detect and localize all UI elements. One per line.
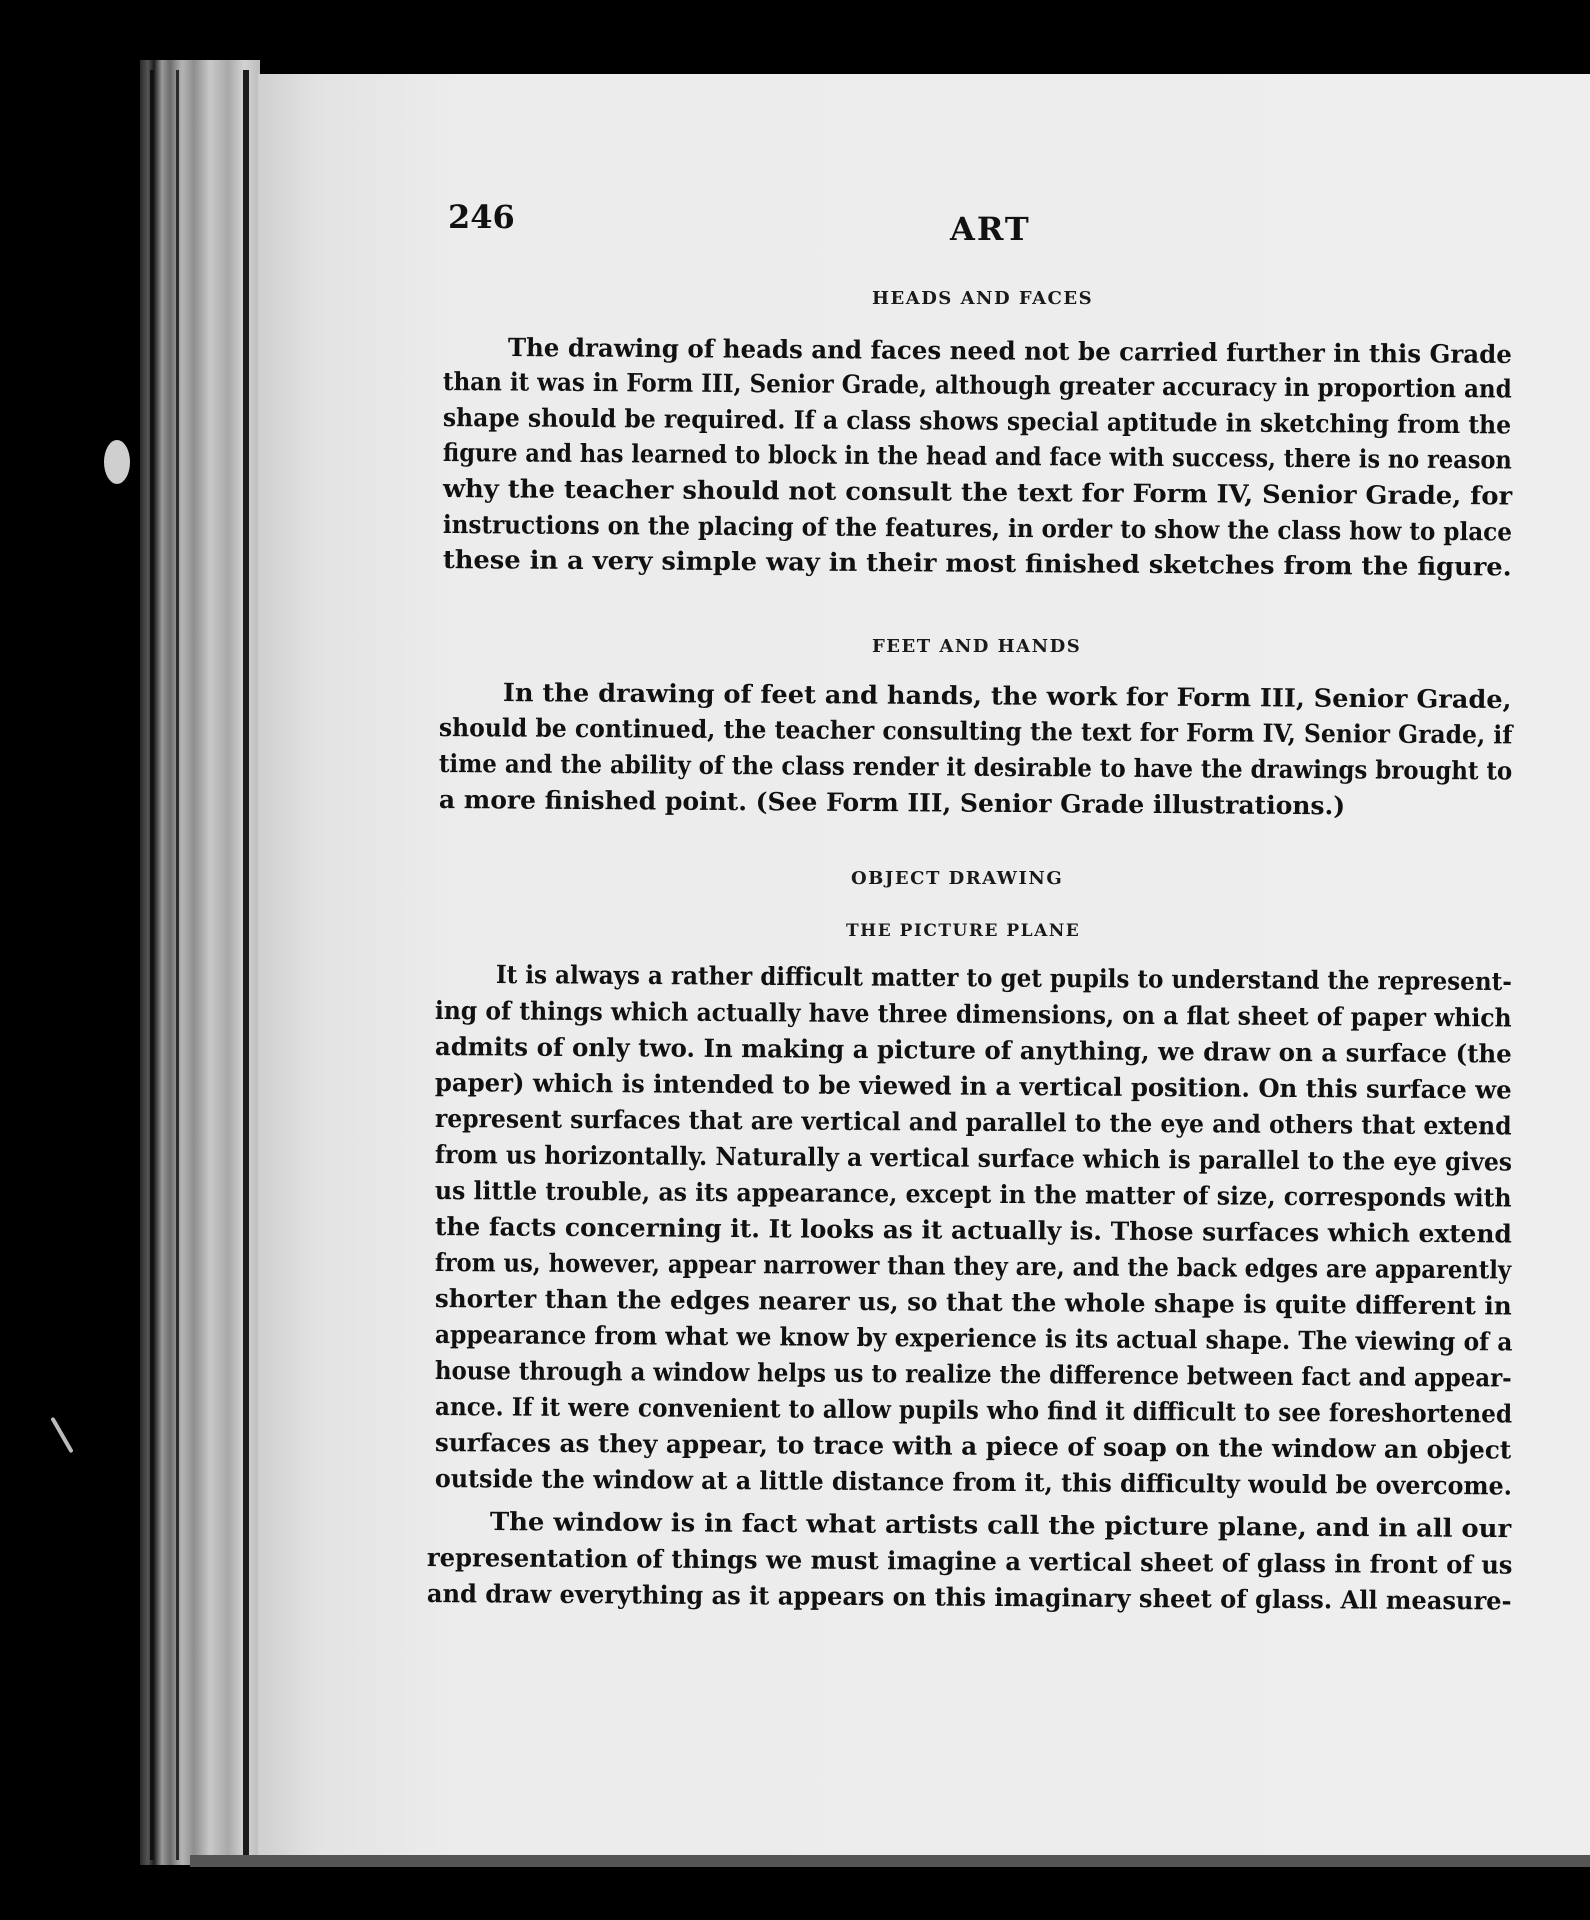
text-line: The window is in fact what artists call the picture plane, and in all our [489,1507,1512,1544]
text-line: The drawing of heads and faces need not be carried further in this Grade [507,333,1512,370]
text-line: shorter than the edges nearer us, so that the whole shape is quite different in [434,1284,1512,1321]
text-line: instructions on the placing of the features, in order to show the class how to place [442,510,1513,547]
page-number: 246 [448,198,515,236]
text-line: represent surfaces that are vertical and parallel to the eye and others that extend [434,1104,1512,1141]
section-heading: HEADS AND FACES [872,288,1094,309]
text-line: It is always a rather difficult matter to get pupils to understand the represent- [495,960,1512,997]
text-line: ing of things which actually have three dimensions, on a flat sheet of paper which [434,996,1512,1033]
text-line: outside the window at a little distance from it, this difficulty would be overcome. [434,1464,1513,1501]
spine-line [243,70,249,1860]
section-heading: FEET AND HANDS [872,636,1082,657]
text-line: appearance from what we know by experience is its actual shape. The viewing of a [434,1320,1513,1357]
text-line: In the drawing of feet and hands, the work for Form III, Senior Grade, [502,678,1512,715]
text-line: from us horizontally. Naturally a vertical surface which is parallel to the eye gives [434,1140,1513,1177]
book-binding [140,60,260,1865]
text-line: ance. If it were convenient to allow pupils who find it difficult to see foreshortened [434,1392,1513,1429]
spine-line [176,70,179,1860]
spine-line [150,70,154,1860]
text-line: figure and has learned to block in the head and face with success, there is no reason [442,438,1512,475]
text-line: paper) which is intended to be viewed in a vertical position. On this surface we [434,1068,1512,1105]
text-line: representation of things we must imagine a vertical sheet of glass in front of us [426,1543,1513,1580]
text-line: a more finished point. (See Form III, Senior Grade illustrations.) [438,785,1346,821]
text-line: surfaces as they appear, to trace with a piece of soap on the window an object [434,1428,1512,1465]
text-line: these in a very simple way in their most finished sketches from the figure. [442,545,1512,582]
scan-speck [104,440,130,484]
running-title: ART [950,210,1031,248]
text-line: why the teacher should not consult the text for Form IV, Senior Grade, for [442,474,1513,511]
scan-speck [50,1417,73,1454]
text-line: and draw everything as it appears on this imaginary sheet of glass. All measure- [426,1579,1512,1616]
section-subheading: THE PICTURE PLANE [846,921,1081,941]
text-line: should be continued, the teacher consulting the text for Form IV, Senior Grade, if [438,713,1513,750]
text-line: than it was in Form III, Senior Grade, although greater accuracy in proportion and [442,367,1512,404]
section-heading: OBJECT DRAWING [851,868,1064,889]
text-line: shape should be required. If a class shows special aptitude in sketching from the [442,403,1512,440]
text-line: the facts concerning it. It looks as it actually is. Those surfaces which extend [434,1212,1512,1249]
text-line: from us, however, appear narrower than they are, and the back edges are apparently [434,1248,1512,1285]
text-line: time and the ability of the class render it desirable to have the drawings brought to [438,749,1513,786]
text-line: us little trouble, as its appearance, except in the matter of size, corresponds with [434,1176,1512,1213]
page-bottom-edge [190,1855,1590,1867]
text-line: house through a window helps us to realize the difference between fact and appear- [434,1356,1512,1393]
text-line: admits of only two. In making a picture of anything, we draw on a surface (the [434,1032,1512,1069]
